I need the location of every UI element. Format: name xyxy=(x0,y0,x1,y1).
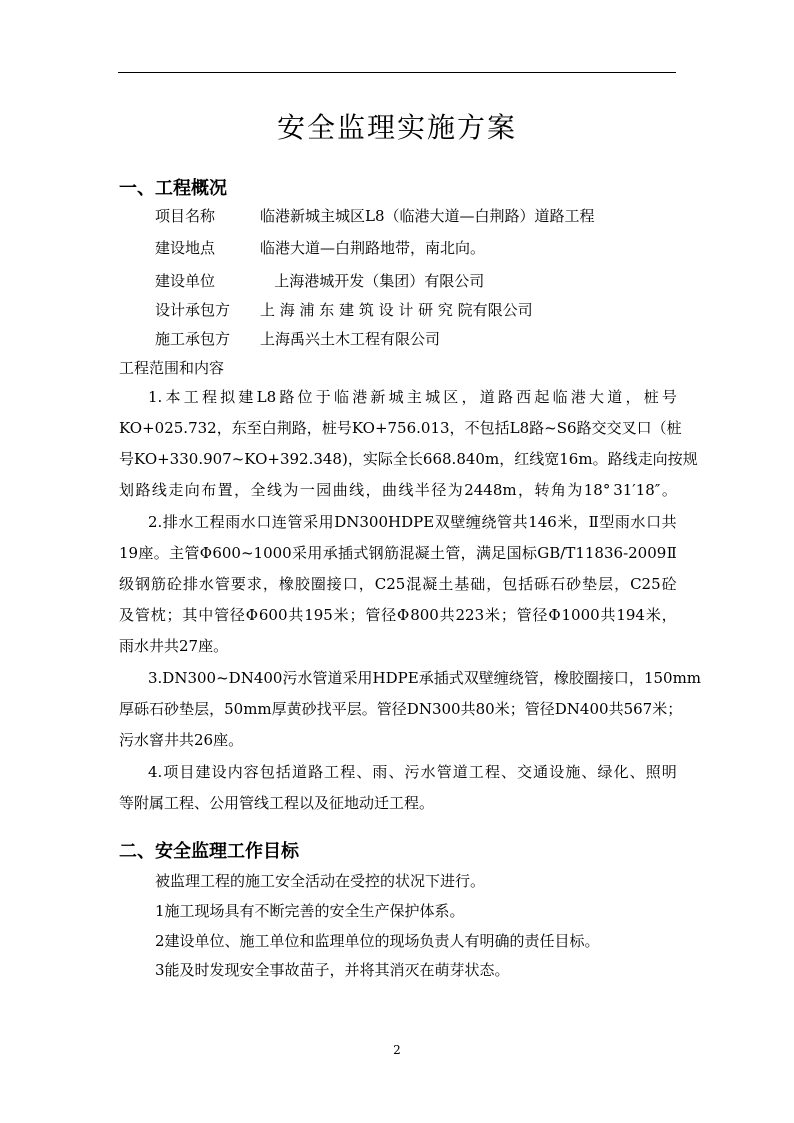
info-row-owner xyxy=(155,270,484,292)
text-line: 雨水井共27座。 xyxy=(119,637,229,655)
info-row-location xyxy=(155,237,485,259)
page-number: 2 xyxy=(393,1043,401,1057)
info-row-contractor xyxy=(155,328,440,350)
paragraph-4 xyxy=(119,757,677,819)
goal-item: 1施工现场具有不断完善的安全生产保护体系。 xyxy=(155,902,465,920)
scope-label: 工程范围和内容 xyxy=(119,359,225,377)
section-heading-overview: 一、工程概况 xyxy=(119,178,227,199)
info-label: 项目名称 xyxy=(155,207,216,225)
text-line: 污水窨井共26座。 xyxy=(119,731,244,749)
text-line: 划 路 线 走 向 布 置 ， 全 线 为 一 园 曲 线 ， 曲 线 半 径 为 2448m ， 转 角 为 18° 31′18″ 。 xyxy=(119,481,677,499)
document-title: 安全监理实施方案 xyxy=(276,111,517,144)
goal-item: 被监理工程的施工安全活动在受控的状况下进行。 xyxy=(155,872,486,890)
text-line: 3.DN300~DN400 污 水 管 道 采 用 HDPE 承 插 式 双 壁 缠 绕 管 ， 橡 胶 圈 接 口 ， 150mm xyxy=(148,669,702,687)
info-label: 建设地点 xyxy=(155,239,216,257)
goal-item: 2建设单位、施工单位和监理单位的现场负责人有明确的责任目标。 xyxy=(155,932,600,950)
info-value: 上 海 浦 东 建 筑 设 计 研 究 院有限公司 xyxy=(260,301,533,319)
text-line: 2. 排 水 工 程 雨 水 口 连 管 采 用 DN300HDPE 双 壁 缠 绕 管 共 146 米 ， Ⅱ 型 雨 水 口 共 xyxy=(148,513,677,531)
header-rule xyxy=(118,72,676,73)
text-line: 4. 项 目 建 设 内 容 包 括 道 路 工 程 、 雨 、 污 水 管 道 工 程 、 交 通 设 施 、 绿 化 、 照 明 xyxy=(148,763,677,781)
paragraph-2 xyxy=(119,507,677,662)
goal-item: 3能及时发现安全事故苗子，并将其消灭在萌芽状态。 xyxy=(155,961,510,979)
info-value: 临港大道—白荆路地带，南北向。 xyxy=(260,239,486,257)
info-label: 设计承包方 xyxy=(155,301,231,319)
text-line: 及 管 枕 ； 其 中 管 径 Φ 600 共 195 米 ； 管 径 Φ 800 共 223 米 ； 管 径 Φ 1000 共 194 米 ， xyxy=(119,606,677,624)
info-row-project-name xyxy=(155,205,595,227)
info-label: 施工承包方 xyxy=(155,330,231,348)
text-line: KO+025.732 ， 东 至 白 荆 路 ， 桩 号 KO+756.013 ， 不 包 括 L8 路 ~S6 路 交 交 叉 口 （ 桩 xyxy=(119,419,682,437)
info-value: 上海禹兴土木工程有限公司 xyxy=(260,330,441,348)
paragraph-3 xyxy=(119,663,702,756)
info-row-designer xyxy=(155,299,533,321)
text-line: 厚 砾 石 砂 垫 层 ， 50mm 厚 黄 砂 找 平 层 。 管 径 DN300 共 80 米 ； 管 径 DN400 共 567 米 ； xyxy=(119,700,683,718)
info-value: 上海港城开发（集团）有限公司 xyxy=(260,272,485,290)
text-line: 19 座 。 主 管 Φ 600~1000 采 用 承 插 式 钢 筋 混 凝 土 管 ， 满 足 国 标 GB/T11836-2009 Ⅱ xyxy=(119,544,677,562)
paragraph-1 xyxy=(119,382,698,506)
info-label: 建设单位 xyxy=(155,272,216,290)
text-line: 等附属工程、公用管线工程以及征地动迁工程。 xyxy=(119,794,435,812)
text-line: 级 钢 筋 砼 排 水 管 要 求 ， 橡 胶 圈 接 口 ， C25 混 凝 土 基 础 ， 包 括 砾 石 砂 垫 层 ， C25 砼 xyxy=(119,575,677,593)
section-heading-goals: 二、安全监理工作目标 xyxy=(119,841,299,862)
text-line: 1. 本 工 程 拟 建 L8 路 位 于 临 港 新 城 主 城 区 ， 道 路 西 起 临 港 大 道 ， 桩 号 xyxy=(148,388,677,406)
text-line: 号 KO+330.907~KO+392.348 ) ， 实 际 全 长 668.840m ， 红 线 宽 16m 。 路 线 走 向 按 规 xyxy=(119,450,698,468)
info-value: 临港新城主城区L8（临港大道—白荆路）道路工程 xyxy=(260,207,595,225)
